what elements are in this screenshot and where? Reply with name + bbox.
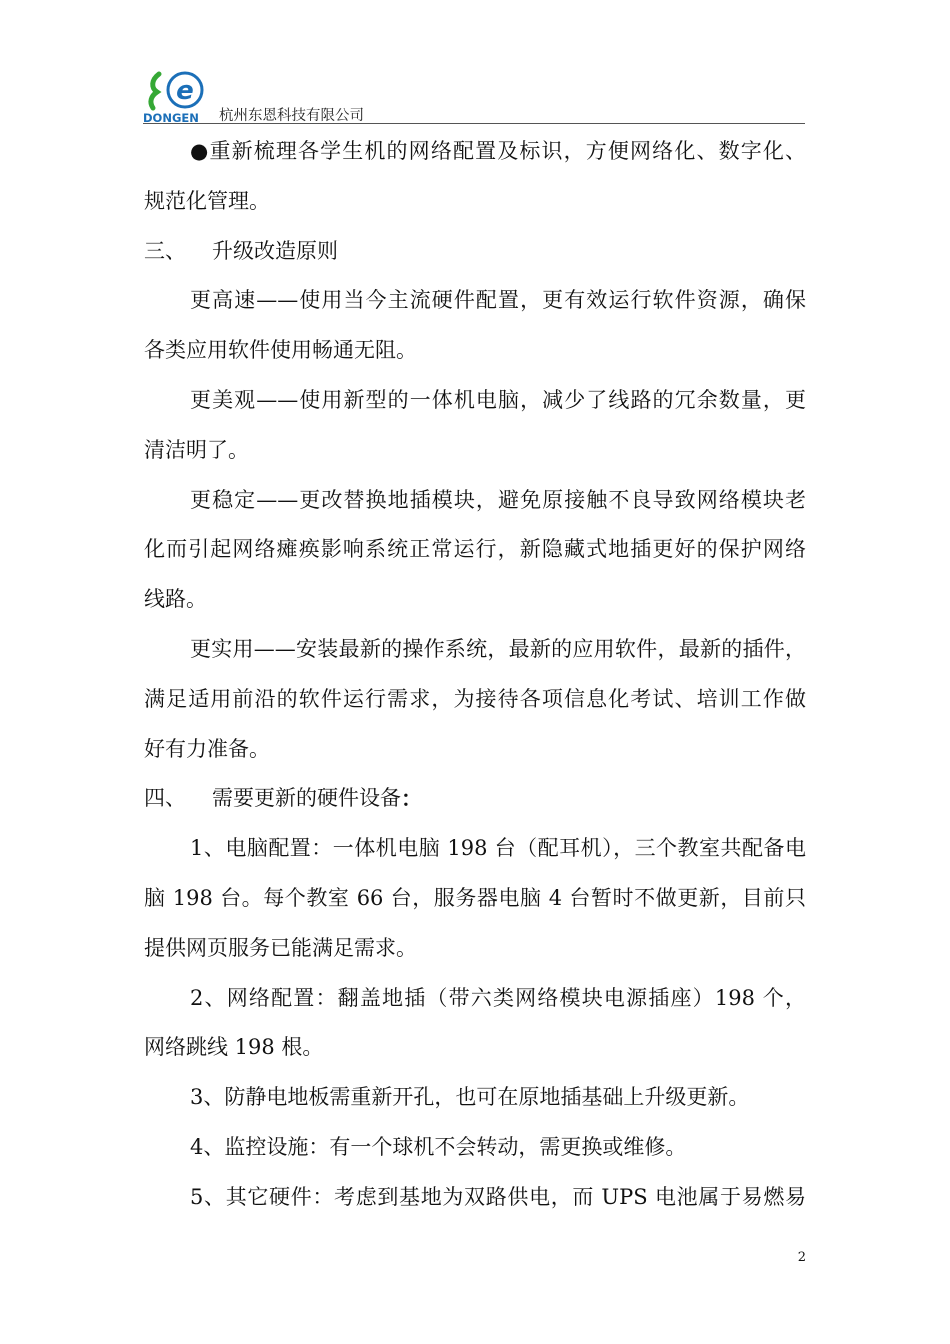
heading-text: 需要更新的硬件设备 — [212, 786, 401, 811]
paragraph-line: 更实用——安装最新的操作系统，最新的应用软件，最新的插件， — [190, 636, 806, 661]
paragraph-line: 4、监控设施：有一个球机不会转动，需更换或维修。 — [190, 1134, 687, 1159]
paragraph-line: 清洁明了。 — [144, 437, 249, 462]
section-heading-4 — [144, 774, 806, 824]
paragraph-line: ●重新梳理各学生机的网络配置及标识，方便网络化、数字化、 — [190, 139, 806, 163]
paragraph-line: 好有力准备。 — [144, 736, 270, 761]
paragraph-line: 5、其它硬件：考虑到基地为双路供电，而 UPS 电池属于易燃易 — [190, 1184, 806, 1209]
paragraph-line: 提供网页服务已能满足需求。 — [144, 935, 417, 960]
paragraph-line: 各类应用软件使用畅通无阻。 — [144, 338, 417, 363]
page-header — [143, 66, 805, 126]
paragraph-line: 规范化管理。 — [144, 188, 270, 213]
document-body — [144, 127, 806, 1223]
heading-colon: ： — [401, 786, 422, 812]
paragraph-line: 更美观——使用新型的一体机电脑，减少了线路的冗余数量，更 — [190, 387, 806, 412]
paragraph-line: 满足适用前沿的软件运行需求，为接待各项信息化考试、培训工作做 — [144, 686, 806, 711]
paragraph-line: 化而引起网络瘫痪影响系统正常运行，新隐藏式地插更好的保护网络 — [144, 537, 806, 562]
svg-text:e: e — [176, 76, 194, 106]
paragraph-line: 线路。 — [144, 587, 207, 612]
company-name: 杭州东恩科技有限公司 — [219, 108, 364, 124]
heading-number: 三、 — [144, 238, 186, 263]
paragraph-line: 2、网络配置：翻盖地插（带六类网络模块电源插座）198 个， — [190, 985, 806, 1010]
header-divider — [143, 123, 805, 124]
logo-text: DONGEN — [143, 111, 199, 124]
paragraph-line: 脑 198 台。每个教室 66 台，服务器电脑 4 台暂时不做更新，目前只 — [144, 885, 806, 910]
page-number: 2 — [797, 1250, 806, 1265]
paragraph-line: 网络跳线 198 根。 — [144, 1035, 324, 1060]
company-logo — [143, 66, 215, 124]
paragraph-line: 更高速——使用当今主流硬件配置，更有效运行软件资源，确保 — [190, 288, 806, 313]
section-heading-3 — [144, 227, 806, 277]
heading-text: 升级改造原则 — [212, 238, 338, 263]
paragraph-line: 1、电脑配置：一体机电脑 198 台（配耳机），三个教室共配备电 — [190, 836, 806, 861]
paragraph-line: 更稳定——更改替换地插模块，避免原接触不良导致网络模块老 — [190, 487, 806, 512]
paragraph-line: 3、防静电地板需重新开孔，也可在原地插基础上升级更新。 — [190, 1085, 750, 1110]
heading-number: 四、 — [144, 786, 186, 811]
